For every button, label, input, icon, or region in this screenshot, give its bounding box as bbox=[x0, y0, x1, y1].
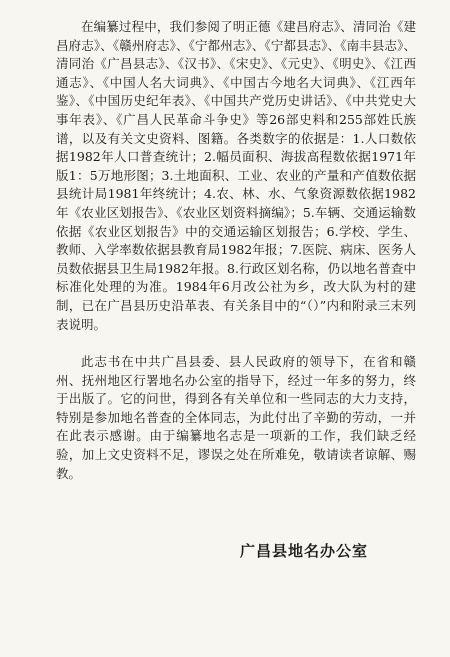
signature: 广昌县地名办公室 bbox=[240, 542, 369, 560]
paragraph-acknowledgement: 此志书在中共广昌县委、县人民政府的领导下，在省和赣州、抚州地区行署地名办公室的指导下，经过一年多的努力，终于出版了。它的问世，得到各有关单位和一些同志的大力支持，特别是参加地名普查的全体同志，为此付出了辛勤的劳动，一并在此表示感谢。由于编纂地名志是一项新的工作，我们缺乏经验，加上文史资料不足，谬误之处在所难免，敬请读者谅解、赐教。 bbox=[56, 354, 416, 481]
document-body bbox=[56, 18, 416, 483]
paragraph-sources: 在编纂过程中，我们参阅了明正德《建昌府志》、清同治《建昌府志》、《赣州府志》、《宁都州志》、《宁都县志》、《南丰县志》、清同治《广昌县志》、《汉书》、《宋史》、《元史》、《明史》、《江西通志》、《中国人名大词典》、《中国古今地名大词典》、《江西年鉴》、《中国历史纪年表》、《中国共产党历史讲话》、《中共党史大事年表》、《广昌人民革命斗争史》等26部史料和255部姓氏族谱，以及有关文史资料、图籍。各类数字的依据是：1.人口数依据1982年人口普查统计；2.幅员面积、海拔高程数依据1971年版1：5万地形图；3.土地面积、工业、农业的产量和产值数依据县统计局1981年终统计；4.农、林、水、气象资源数依据1982年《农业区划报告》、《农业区划资料摘编》；5.车辆、交通运输数依据《农业区划报告》中的交通运输区划报告；6.学校、学生、教师、入学率数依据县教育局1982年报；7.医院、病床、医务人员数依据县卫生局1982年报。8.行政区划名称，仍以地名普查中标准化处理的为准。1984年6月改公社为乡，改大队为村的建制，已在广昌县历史沿革表、有关条目中的“（）”内和附录三末列表说明。 bbox=[56, 19, 416, 332]
